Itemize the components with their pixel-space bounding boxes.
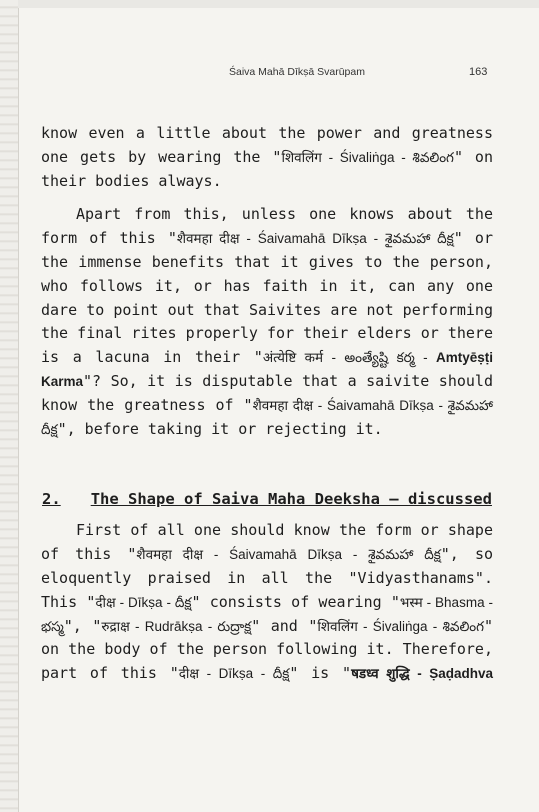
term-saivamaha-diksa-3: शैवमहा दीक्ष - Śaivamahā Dīkṣa - శైవమహా దీక్ష bbox=[136, 547, 441, 563]
term-sadadhva: षडध्व शुद्धि - Ṣaḍadhva bbox=[351, 666, 493, 682]
paragraph-3: First of all one should know the form or shape of this "शैवमहा दीक्ष - Śaivamahā Dīkṣa - శైవమహా దీక్ష", so eloquently praised in all the "Vidyasthanams". This "दीक्ष - Dīkṣa - దీక్ష" consists of wearing "भस्म - Bhasma - భస్మ", "रुद्राक्ष - Rudrākṣa - రుద్రాక్ష" and "शिवलिंग - Śivaliṅga - శివలింగ" on the body of the person following it. Therefore, part of this "दीक्ष - Dīkṣa - దీక్ష" is "षडध्व शुद्धि - Ṣaḍadhva bbox=[41, 521, 494, 683]
running-title: Śaiva Mahā Dīkṣā Svarūpam bbox=[229, 66, 365, 78]
page-number: 163 bbox=[469, 66, 488, 78]
paragraph-1: know even a little about the power and greatness one gets by wearing the "शिवलिंग - Śivaliṅga - శివలింగ" on their bodies always. bbox=[41, 124, 493, 190]
page-edge bbox=[0, 0, 18, 812]
term-sivalinga-2: शिवलिंग - Śivaliṅga - శివలింగ bbox=[317, 618, 484, 634]
term-bhasma: भस्म - Bhasma - భస్మ bbox=[41, 594, 493, 634]
section-title: The Shape of Saiva Maha Deeksha – discussed bbox=[90, 490, 492, 509]
term-saivamaha-diksa: शैवमहा दीक्ष - Śaivamahā Dīkṣa - శైవమహా దీక్ష bbox=[176, 231, 454, 247]
term-diksa-2: दीक्ष - Dīkṣa - దీక్ష bbox=[178, 666, 290, 682]
term-saivamaha-diksa-2: शैवमहा दीक्ष - Śaivamahā Dīkṣa - శైవమహా దీక్ష bbox=[41, 397, 493, 437]
term-antyesti: अंत्येष्टि कर्म - అంత్యేష్టి కర్మ - bbox=[262, 350, 436, 366]
running-header bbox=[19, 66, 539, 82]
term-antyesti-karma: Amtyēṣṭi Karma bbox=[41, 350, 493, 389]
term-diksa: दीक्ष - Dīkṣa - దీక్ష bbox=[95, 594, 192, 610]
paragraph-2: Apart from this, unless one knows about the form of this "शैवमहा दीक्ष - Śaivamahā Dīkṣa - శైవమహా దీక్ష" or the immense benefits that it gives to the person, who follows it, or has faith in it, can any one dare to point out that Saivites are not performing the final rites properly for their elders or there is a lacuna in their "अंत्येष्टि कर्म - అంత్యేష్టి కర్మ - Amtyēṣṭi Karma"? So, it is disputable that a saivite should know the greatness of "शैवमहा दीक्ष - Śaivamahā Dīkṣa - శైవమహా దీక్ష", before taking it or rejecting it. bbox=[41, 205, 493, 438]
section-number: 2. bbox=[42, 490, 61, 509]
section-heading bbox=[41, 487, 493, 511]
term-sivalinga: शिवलिंग - Śivaliṅga - శివలింగ bbox=[281, 149, 454, 165]
term-rudraksa: रुद्राक्ष - Rudrākṣa - రుద్రాక్ష bbox=[101, 618, 252, 634]
page-body bbox=[41, 122, 493, 686]
